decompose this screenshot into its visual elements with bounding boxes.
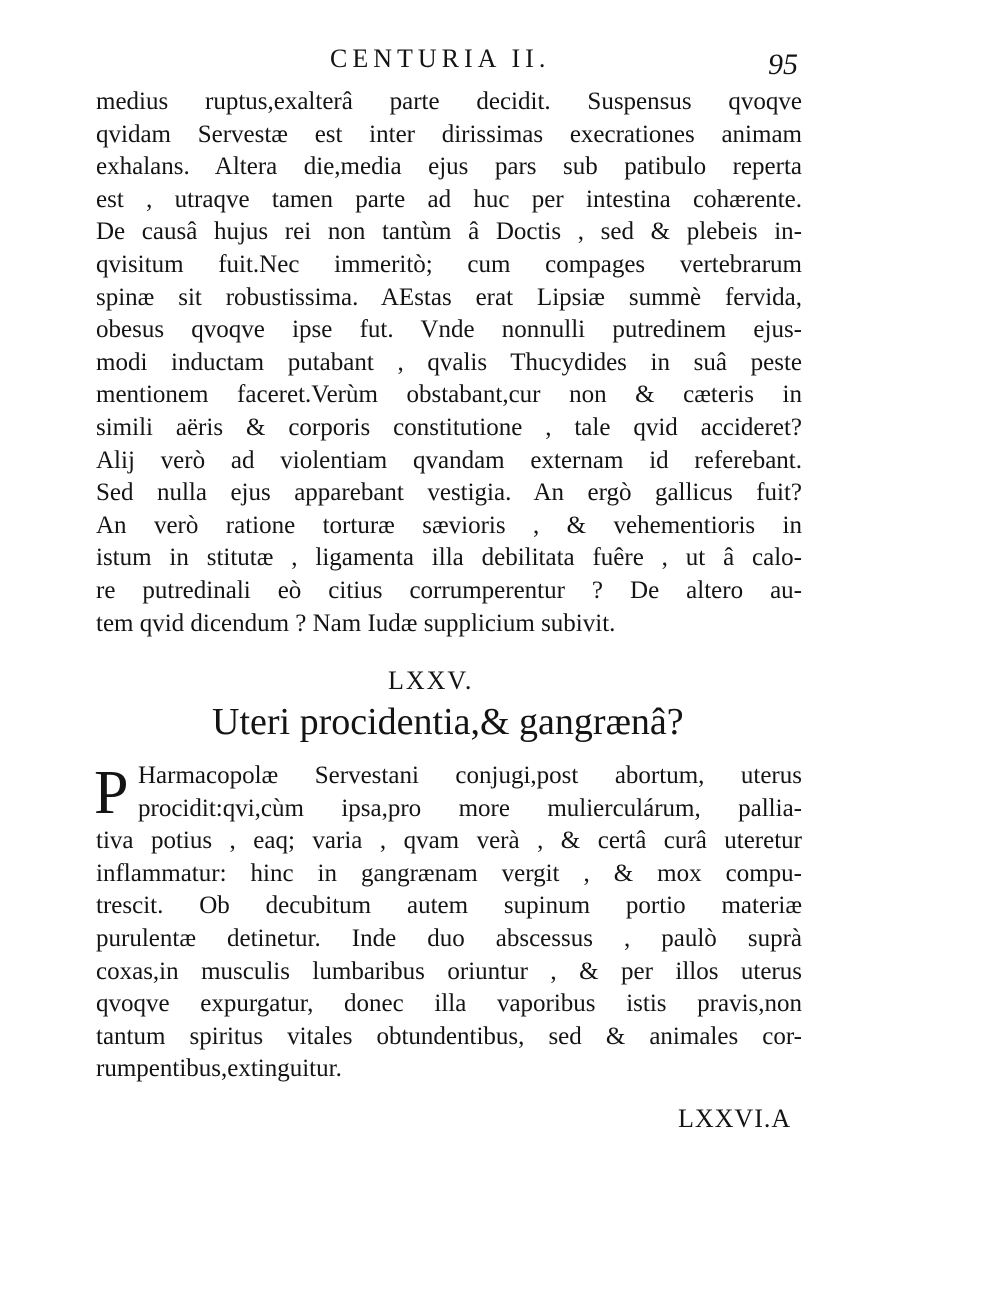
text-line: medius ruptus,exalterâ parte decidit. Suspensus qvoqve — [96, 88, 802, 115]
text-line: purulentæ detinetur. Inde duo abscessus , paulò suprà — [96, 924, 802, 952]
section-title: Uteri procidentia,& gangrænâ? — [212, 701, 684, 743]
text-line: istum in stitutæ , ligamenta illa debilitata fuêre , ut â calo- — [96, 544, 802, 572]
text-line: qvidam Servestæ est inter dirissimas execrationes animam — [96, 120, 802, 148]
drop-capital: P — [94, 759, 129, 827]
body-text-top — [96, 86, 802, 640]
catchword: LXXVI.A — [678, 1104, 792, 1133]
text-line: trescit. Ob decubitum autem supinum portio materiæ — [96, 892, 802, 920]
body-text-bottom — [96, 760, 802, 1086]
text-line: spinæ sit robustissima. AEstas erat Lipsiæ summè fervida, — [96, 283, 802, 311]
text-line: tantum spiritus vitales obtundentibus, sed & animales cor- — [96, 1022, 802, 1050]
text-line: inflammatur: hinc in gangrænam vergit , & mox compu- — [96, 859, 802, 887]
text-line: Alij verò ad violentiam qvandam externam id referebant. — [96, 446, 802, 474]
text-line: procidit:qvi,cùm ipsa,pro more mulierculárum, pallia- — [138, 794, 802, 822]
text-line: obesus qvoqve ipse fut. Vnde nonnulli putredinem ejus- — [96, 316, 802, 344]
text-line: re putredinali eò citius corrumperentur ? De altero au- — [96, 576, 802, 604]
text-line: simili aëris & corporis constitutione , tale qvid accideret? — [96, 413, 802, 441]
text-line: est , utraqve tamen parte ad huc per intestina cohærente. — [96, 185, 802, 213]
text-line: Harmacopolæ Servestani conjugi,post abortum, uterus — [138, 762, 802, 789]
text-line: rumpentibus,extinguitur. — [96, 1055, 342, 1083]
text-line: An verò ratione torturæ sævioris , & vehementioris in — [96, 511, 802, 539]
text-line: coxas,in musculis lumbaribus oriuntur , & per illos uterus — [96, 957, 802, 985]
text-line: Sed nulla ejus apparebant vestigia. An ergò gallicus fuit? — [96, 479, 802, 507]
text-line: qvisitum fuit.Nec immeritò; cum compages vertebrarum — [96, 250, 802, 278]
text-line: tem qvid dicendum ? Nam Iudæ supplicium subivit. — [96, 609, 616, 637]
text-line: modi inductam putabant , qvalis Thucydides in suâ peste — [96, 348, 802, 376]
section-number: LXXV. — [388, 666, 474, 695]
text-line: tiva potius , eaq; varia , qvam verà , & certâ curâ uteretur — [96, 827, 802, 855]
text-line: De causâ hujus rei non tantùm â Doctis , sed & plebeis in- — [96, 218, 802, 246]
text-line: qvoqve expurgatur, donec illa vaporibus istis pravis,non — [96, 990, 802, 1018]
running-head: CENTURIA II. — [330, 44, 551, 73]
text-line: mentionem faceret.Verùm obstabant,cur non & cæteris in — [96, 381, 802, 409]
page-number: 95 — [768, 48, 798, 81]
text-line: exhalans. Altera die,media ejus pars sub patibulo reperta — [96, 153, 802, 181]
